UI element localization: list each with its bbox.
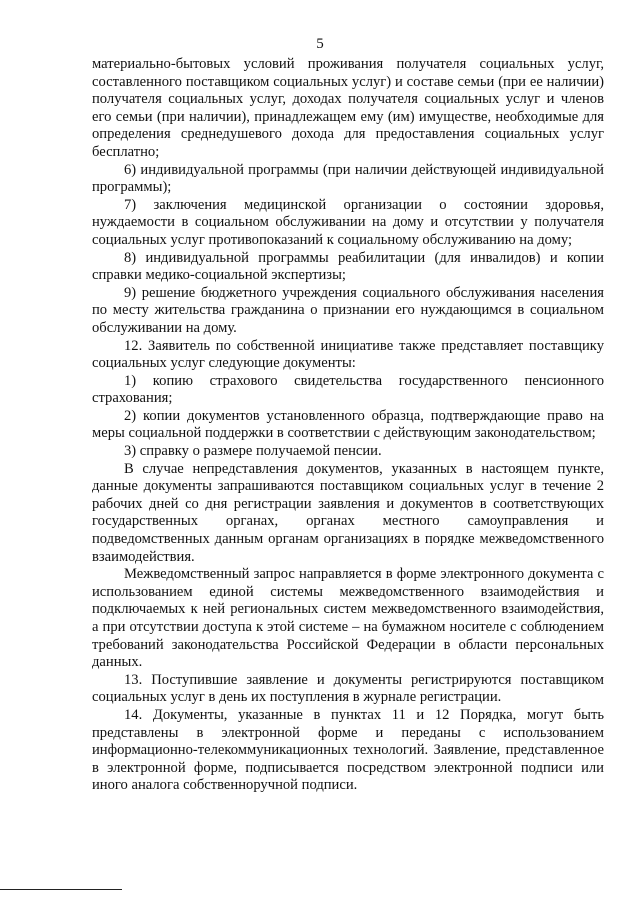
paragraph-section-12-item-1: 1) копию страхового свидетельства государственного пенсионного страхования; bbox=[92, 372, 604, 407]
paragraph-item-7: 7) заключения медицинской организации о состоянии здоровья, нуждаемости в социальном обслуживании на дому и отсутствии у получателя социальных услуг противопоказаний к социальному обслуживанию на дому; bbox=[92, 196, 604, 248]
bottom-divider bbox=[0, 889, 122, 890]
paragraph-interagency-request: Межведомственный запрос направляется в форме электронного документа с использованием единой системы межведомственного взаимодействия и подключаемых к ней региональных систем межведомственного взаимодействия, а при отсутствии доступа к этой системе – на бумажном носителе с соблюдением требований законодательства Российской Федерации в области персональных данных. bbox=[92, 566, 604, 671]
paragraph-item-6: 6) индивидуальной программы (при наличии действующей индивидуальной программы); bbox=[92, 161, 604, 196]
paragraph-section-13: 13. Поступившие заявление и документы регистрируются поставщиком социальных услуг в день их поступления в журнале регистрации. bbox=[92, 671, 604, 706]
paragraph-item-9: 9) решение бюджетного учреждения социального обслуживания населения по месту жительства гражданина о признании его нуждающимся в социальном обслуживании на дому. bbox=[92, 284, 604, 336]
document-body bbox=[92, 56, 604, 795]
paragraph-section-12-item-3: 3) справку о размере получаемой пенсии. bbox=[124, 443, 382, 460]
paragraph-continuation: материально-бытовых условий проживания получателя социальных услуг, составленного поставщиком социальных услуг) и составе семьи (при ее наличии) получателя социальных услуг, доходах получателя социальных услуг и членов его семьи (при наличии), принадлежащем ему (им) имуществе, необходимые для определения среднедушевого дохода для предоставления социальных услуг бесплатно; bbox=[92, 56, 604, 160]
paragraph-non-submission: В случае непредставления документов, указанных в настоящем пункте, данные документы запрашиваются поставщиком социальных услуг в течение 2 рабочих дней со дня регистрации заявления и документов в соответствующих государственных органах, органах местного самоуправления и подведомственных данным органам организациях в порядке межведомственного взаимодействия. bbox=[92, 460, 604, 565]
page-number: 5 bbox=[316, 36, 324, 52]
paragraph-item-8: 8) индивидуальной программы реабилитации (для инвалидов) и копии справки медико-социальной экспертизы; bbox=[92, 249, 604, 284]
paragraph-section-12: 12. Заявитель по собственной инициативе также представляет поставщику социальных услуг следующие документы: bbox=[92, 337, 604, 372]
paragraph-section-12-item-2: 2) копии документов установленного образца, подтверждающие право на меры социальной поддержки в соответствии с действующим законодательством; bbox=[92, 407, 604, 442]
paragraph-section-14: 14. Документы, указанные в пунктах 11 и 12 Порядка, могут быть представлены в электронной форме и переданы с использованием информационно-телекоммуникационных технологий. Заявление, представленное в электронной форме, подписывается посредством электронной подписи или иного аналога собственноручной подписи. bbox=[92, 706, 604, 794]
